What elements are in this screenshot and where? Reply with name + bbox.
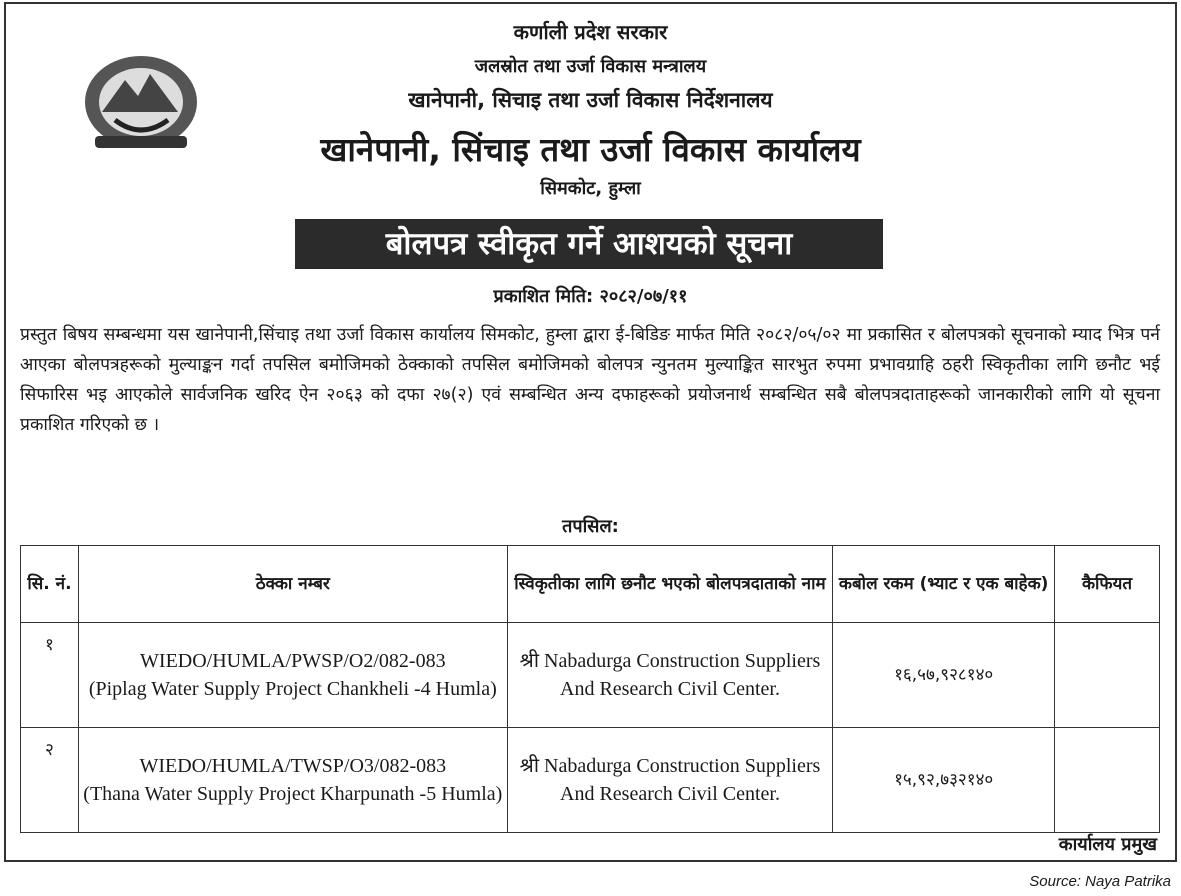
row-amount: १५,९२,७३२१४० xyxy=(833,728,1055,833)
row-remarks xyxy=(1055,728,1160,833)
published-date: प्रकाशित मिति: २०८२/०७/११ xyxy=(493,286,688,307)
row-sn: १ xyxy=(21,623,79,728)
project-name: (Thana Water Supply Project Kharpunath -5 Humla) xyxy=(83,783,503,805)
notice-body: प्रस्तुत बिषय सम्बन्धमा यस खानेपानी,सिंचाइ तथा उर्जा विकास कार्यालय सिमकोट, हुम्ला द्बारा ई-बिडिङ मार्फत मिति २०८२/०५/०२ मा प्रकासित र बोलपत्रको सूचनाको म्याद भित्र पर्न आएका बोलपत्रहरूको मुल्याङ्कन गर्दा तपसिल बमोजिमको ठेक्काको तपसिल बमोजिमको बोलपत्र न्युनतम मुल्याङ्कित सारभुत रुपमा प्रभावग्राहि ठहरी स्विकृतीका लागि छनौट भई सिफारिस भइ आएकोले सार्वजनिक खरिद ऐन २०६३ को दफा २७(२) एवं सम्बन्धित अन्य दफाहरूको प्रयोजनार्थ सम्बन्धित सबै बोलपत्रदाताहरूको जानकारीको लागि यो सूचना प्रकाशित गरिएको छ । xyxy=(20,325,1160,435)
contract-number: WIEDO/HUMLA/TWSP/O3/082-083 xyxy=(139,755,447,777)
row-amount: १६,५७,९२८१४० xyxy=(833,623,1055,728)
contract-number: WIEDO/HUMLA/PWSP/O2/082-083 xyxy=(140,650,446,672)
office-location: सिमकोट, हुम्ला xyxy=(540,178,641,199)
row-bidder: श्री Nabadurga Construction Suppliers And Research Civil Center. xyxy=(507,728,833,833)
header-remarks: कैफियत xyxy=(1055,546,1160,623)
header-sn: सि. नं. xyxy=(21,546,79,623)
row-contract xyxy=(78,623,507,728)
office-name: खानेपानी, सिंचाइ तथा उर्जा विकास कार्यालय xyxy=(320,130,861,169)
row-bidder: श्री Nabadurga Construction Suppliers And Research Civil Center. xyxy=(507,623,833,728)
directorate-name: खानेपानी, सिचाइ तथा उर्जा विकास निर्देशनालय xyxy=(408,88,773,112)
row-sn: २ xyxy=(21,728,79,833)
government-name: कर्णाली प्रदेश सरकार xyxy=(513,20,668,44)
table-row xyxy=(21,728,1160,833)
header-bidder: स्विकृतीका लागि छनौट भएको बोलपत्रदाताको नाम xyxy=(507,546,833,623)
table-row xyxy=(21,623,1160,728)
details-heading: तपसिल: xyxy=(562,516,619,537)
header-contract: ठेक्का नम्बर xyxy=(78,546,507,623)
project-name: (Piplag Water Supply Project Chankheli -4 Humla) xyxy=(88,678,497,700)
row-remarks xyxy=(1055,623,1160,728)
ministry-name: जलस्रोत तथा उर्जा विकास मन्त्रालय xyxy=(474,56,707,77)
notice-title: बोलपत्र स्वीकृत गर्ने आशयको सूचना xyxy=(295,219,883,269)
signature-title: कार्यालय प्रमुख xyxy=(1058,834,1157,855)
table-header-row xyxy=(21,546,1160,623)
source-credit: Source: Naya Patrika xyxy=(1029,873,1171,890)
header-amount: कबोल रकम (भ्याट र एक बाहेक) xyxy=(833,546,1055,623)
bid-table xyxy=(20,545,1160,833)
row-contract xyxy=(78,728,507,833)
